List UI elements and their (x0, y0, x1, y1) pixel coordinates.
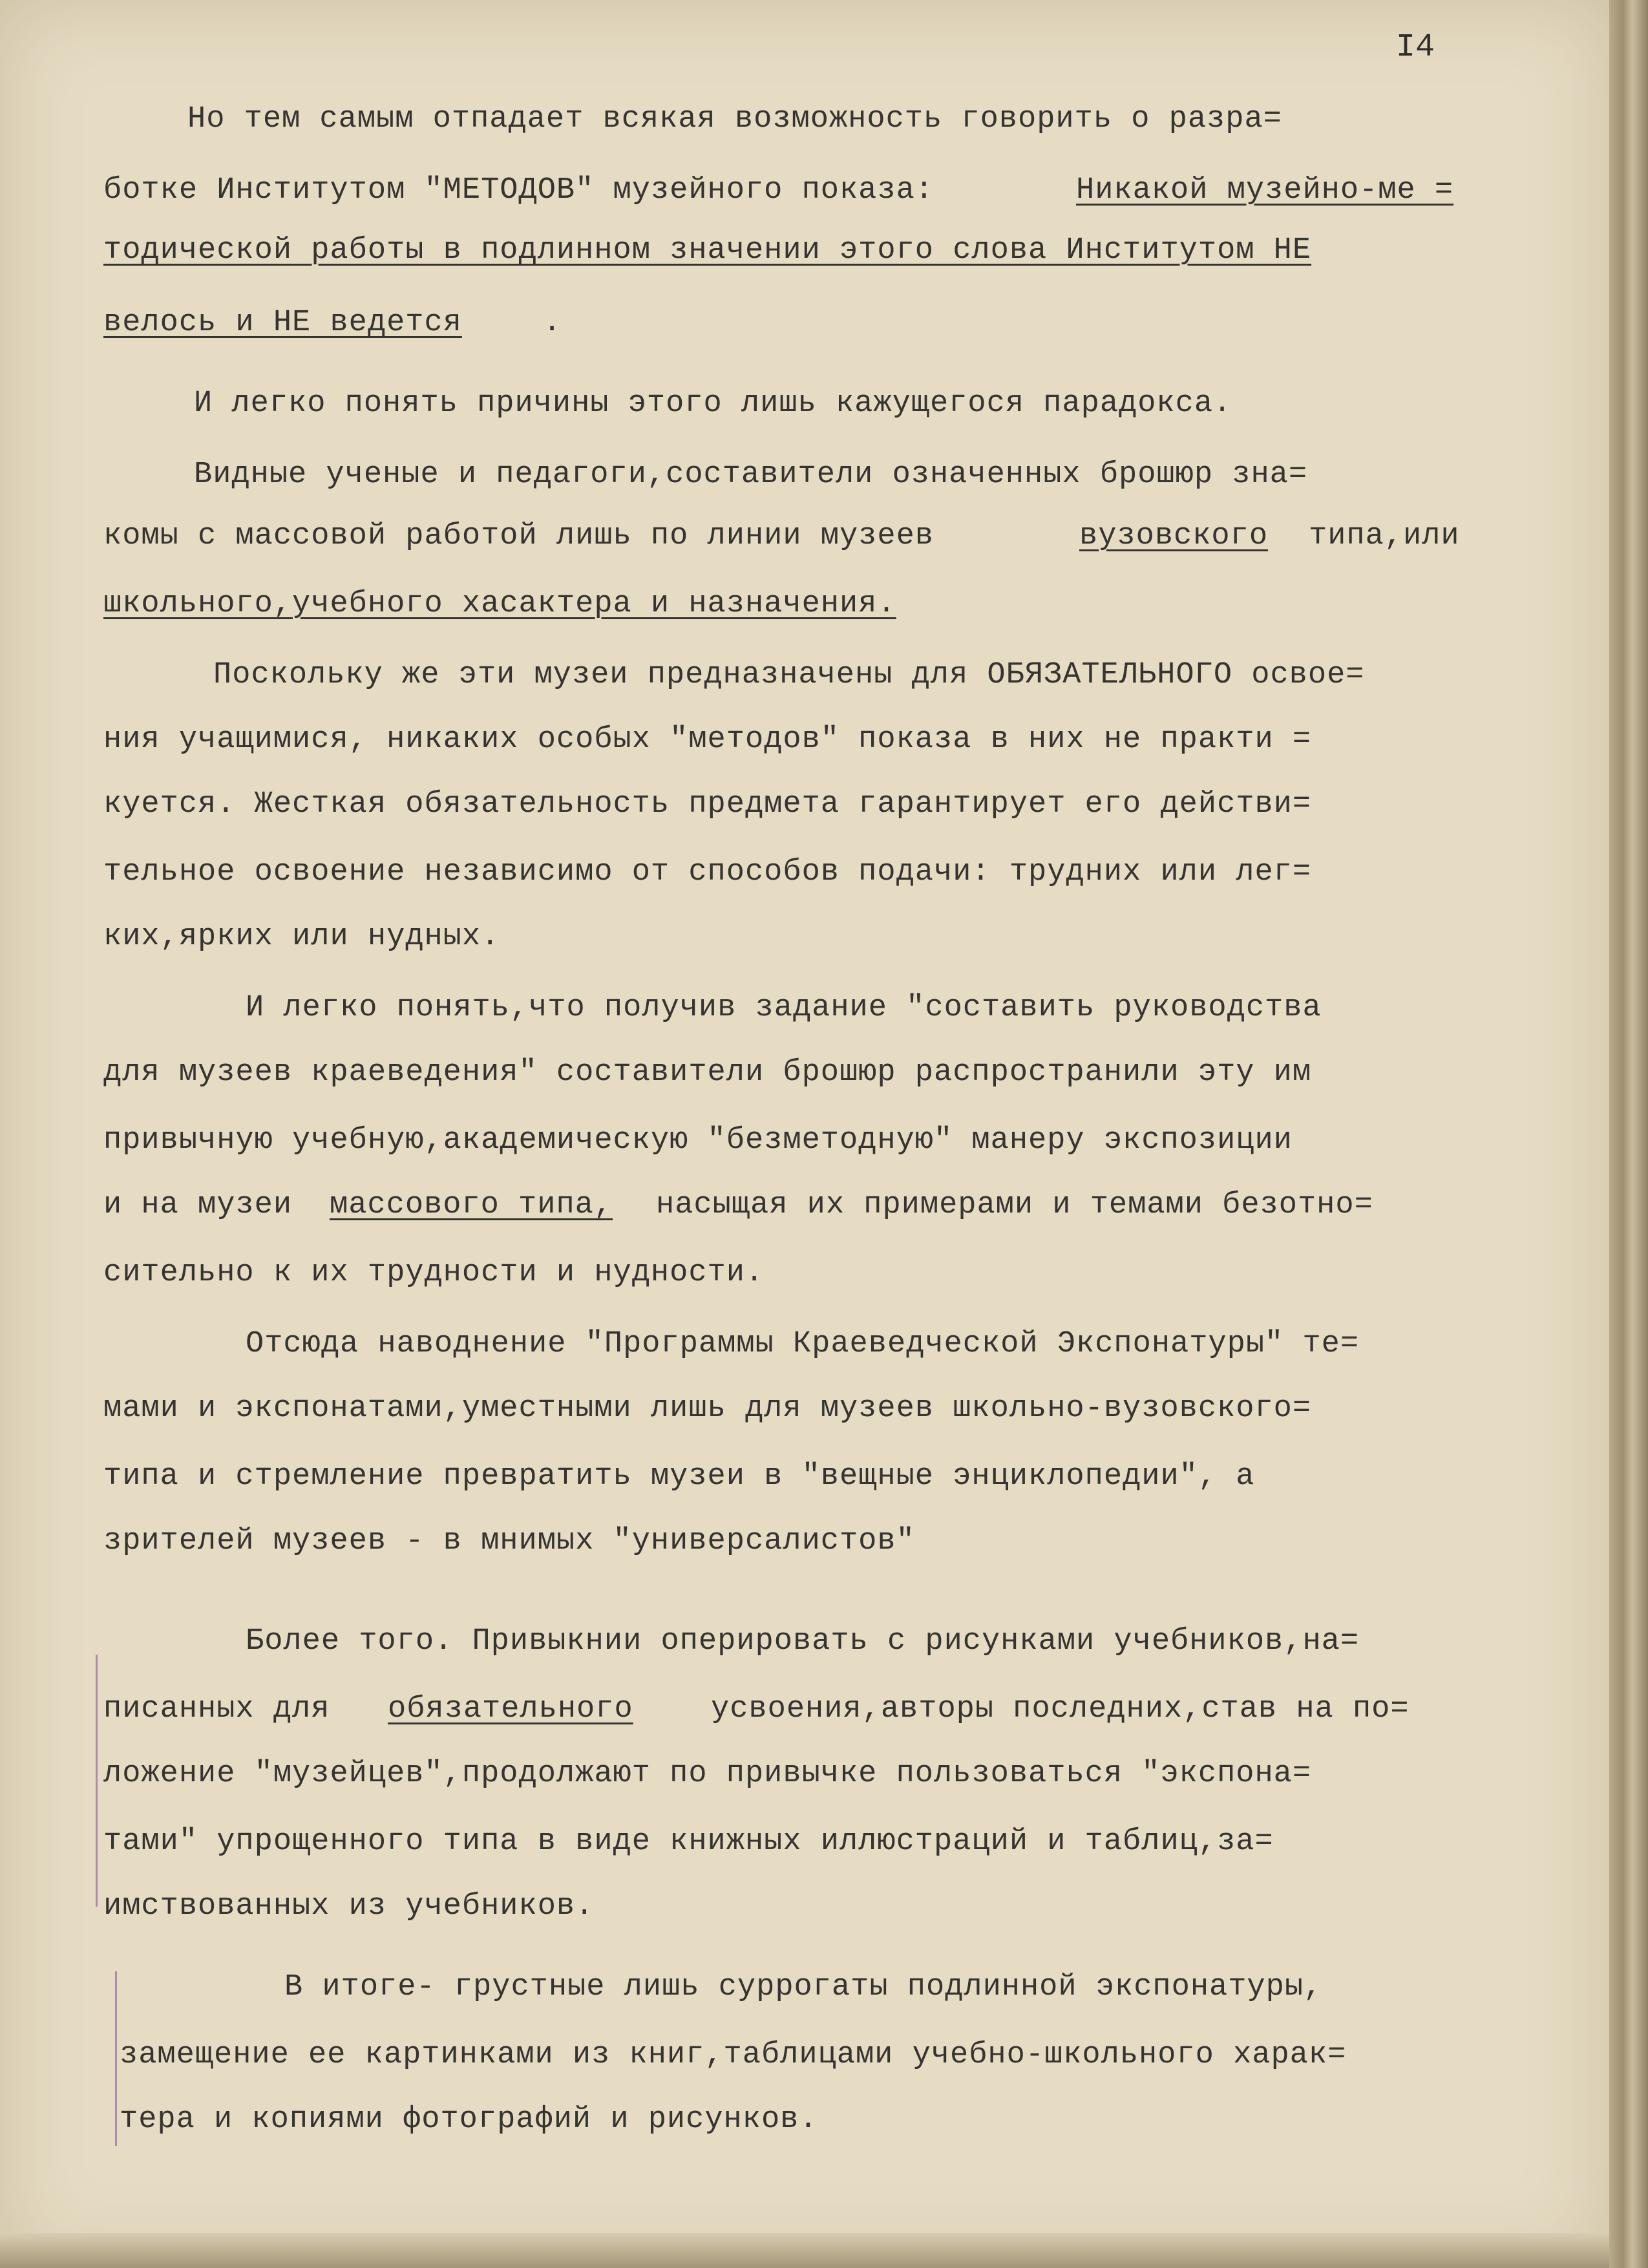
margin-pencil-mark (96, 1655, 98, 1907)
text-line: И легко понять причины этого лишь кажущегося парадокса. (194, 387, 1232, 421)
text-line: тера и копиями фотографий и рисунков. (120, 2103, 818, 2137)
text-line: ботке Институтом "МЕТОДОВ" музейного показа: (103, 173, 935, 207)
text-line: для музеев краеведения" составители брошюр распространили эту им (103, 1055, 1312, 1090)
text-line: Поскольку же эти музеи предназначены для ОБЯЗАТЕЛЬНОГО освое= (213, 658, 1365, 692)
text-line: мами и экспонатами,уместными лишь для музеев школьно-вузовского= (103, 1392, 1312, 1426)
text-line: Но тем самым отпадает всякая возможность говорить о разра= (187, 102, 1282, 136)
underlined-phrase: обязательного (388, 1692, 633, 1726)
text-line: и на музеи (103, 1188, 293, 1222)
text-line: Отсюда наводнение "Программы Краеведческой Экспонатуры" те= (246, 1327, 1360, 1361)
page-edge-right (1609, 0, 1648, 2268)
text-line: ложение "музейцев",продолжают по привычке пользоваться "экспона= (103, 1757, 1312, 1791)
text-line: типа,или (1309, 519, 1460, 553)
text-line: тами" упрощенного типа в виде книжных иллюстраций и таблиц,за= (103, 1825, 1274, 1859)
text-line: писанных для (103, 1692, 330, 1726)
underlined-phrase: школьного,учебного хасактера и назначения. (103, 587, 896, 621)
page-number: I4 (1396, 29, 1435, 66)
underlined-phrase: тодической работы в подлинном значении этого слова Институтом НЕ (103, 233, 1312, 268)
text-line: насыщая их примерами и темами безотно= (656, 1188, 1373, 1222)
text-line: Видные ученые и педагоги,составители означенных брошюр зна= (194, 458, 1308, 492)
underlined-phrase: вузовского (1079, 519, 1269, 553)
text-line: И легко понять,что получив задание "составить руководства (246, 991, 1322, 1025)
text-line: куется. Жесткая обязательность предмета гарантирует его действи= (103, 787, 1312, 821)
text-line: тельное освоение независимо от способов подачи: трудних или лег= (103, 855, 1312, 889)
text-line: замещение ее картинками из книг,таблицами учебно-школьного харак= (120, 2038, 1347, 2072)
margin-pencil-mark (115, 1971, 117, 2146)
text-line: ких,ярких или нудных. (103, 920, 500, 954)
underlined-phrase: велось и НЕ ведется (103, 306, 462, 340)
text-line: усвоения,авторы последних,став на по= (711, 1692, 1410, 1726)
text-line: Более того. Привыкнии оперировать с рисунками учебников,на= (246, 1624, 1360, 1659)
underlined-phrase: массового типа, (330, 1188, 613, 1222)
text-line: В итоге- грустные лишь суррогаты подлинной экспонатуры, (284, 1970, 1323, 2004)
text-line: привычную учебную,академическую "безметодную" манеру экспозиции (103, 1123, 1293, 1158)
text-line: . (543, 306, 562, 340)
text-line: комы с массовой работой лишь по линии музеев (103, 519, 935, 553)
text-line: зрителей музеев - в мнимых "универсалистов" (103, 1524, 915, 1558)
text-line: ния учащимися, никаких особых "методов" показа в них не практи = (103, 723, 1312, 757)
text-line: имствованных из учебников. (103, 1889, 595, 1924)
text-line: типа и стремление превратить музеи в "вещные энциклопедии", а (103, 1459, 1255, 1494)
underlined-phrase: Никакой музейно-ме = (1076, 173, 1454, 207)
text-line: сительно к их трудности и нудности. (103, 1256, 765, 1290)
